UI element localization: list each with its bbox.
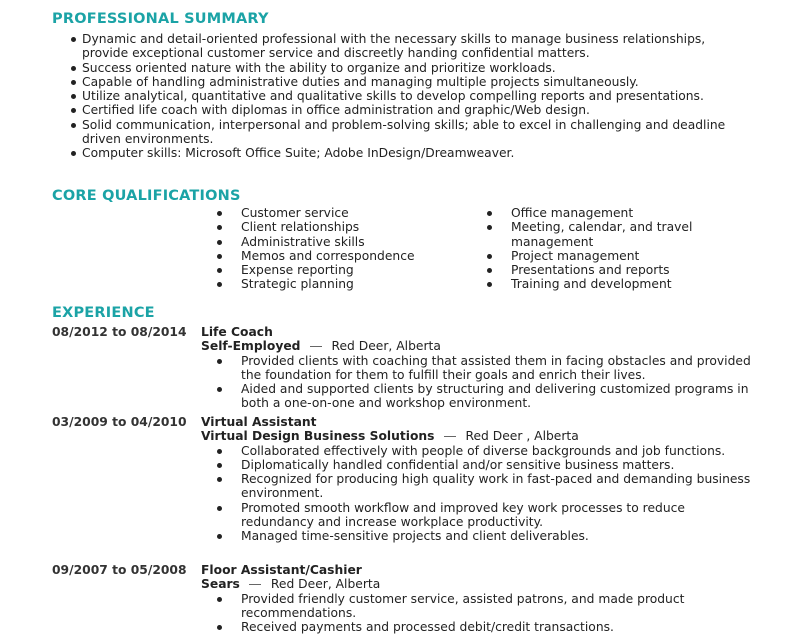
qualification-item: Meeting, calendar, and travel management: [511, 220, 721, 249]
qualifications-right-list: [511, 206, 721, 292]
job-location: Red Deer , Alberta: [465, 429, 579, 444]
job-title: Life Coach: [201, 325, 273, 339]
responsibility-item: Promoted smooth workflow and improved key work processes to reduce redundancy and increase workplace productivity.: [241, 501, 761, 530]
job-location: Red Deer, Alberta: [270, 577, 381, 592]
responsibility-item: Aided and supported clients by structuring and delivering customized programs in both a one-on-one and workshop environment.: [241, 382, 761, 411]
responsibility-item: Diplomatically handled confidential and/or sensitive business matters.: [241, 458, 761, 472]
summary-item: Solid communication, interpersonal and problem-solving skills; able to excel in challenging and deadline driven environments.: [82, 118, 742, 147]
job-company: Virtual Design Business Solutions: [201, 429, 435, 444]
responsibility-item: Received payments and processed debit/credit transactions.: [241, 620, 761, 634]
qualifications-left-list: [241, 206, 461, 292]
summary-item: Utilize analytical, quantitative and qualitative skills to develop compelling reports and presentations.: [82, 89, 742, 103]
qualification-item: Administrative skills: [241, 235, 461, 249]
qualification-item: Office management: [511, 206, 721, 220]
job-dates: 08/2012 to 08/2014: [52, 325, 187, 339]
responsibility-item: Recognized for producing high quality work in fast-paced and demanding business environment.: [241, 472, 761, 501]
qualification-item: Project management: [511, 249, 721, 263]
job-dates: 09/2007 to 05/2008: [52, 563, 187, 577]
qualifications-heading: CORE QUALIFICATIONS: [52, 188, 241, 204]
qualification-item: Training and development: [511, 277, 721, 291]
summary-item: Certified life coach with diplomas in office administration and graphic/Web design.: [82, 103, 742, 117]
dash-separator: [310, 346, 322, 347]
dash-separator: [444, 436, 456, 437]
summary-heading: PROFESSIONAL SUMMARY: [52, 11, 269, 27]
summary-item: Success oriented nature with the ability to organize and prioritize workloads.: [82, 61, 742, 75]
qualification-item: Strategic planning: [241, 277, 461, 291]
qualification-item: Client relationships: [241, 220, 461, 234]
summary-item: Computer skills: Microsoft Office Suite; Adobe InDesign/Dreamweaver.: [82, 146, 742, 160]
responsibility-item: Collaborated effectively with people of diverse backgrounds and job functions.: [241, 444, 761, 458]
job-title: Virtual Assistant: [201, 415, 317, 429]
job-dates: 03/2009 to 04/2010: [52, 415, 187, 429]
job-location: Red Deer, Alberta: [331, 339, 441, 354]
dash-separator: [249, 584, 261, 585]
summary-item: Dynamic and detail-oriented professional with the necessary skills to manage business relationships, provide exceptional customer service and discreetly handing confidential matters.: [82, 32, 742, 61]
job-responsibilities: [241, 444, 761, 544]
job-responsibilities: [241, 354, 761, 411]
job-company: Self-Employed: [201, 339, 301, 354]
experience-heading: EXPERIENCE: [52, 305, 155, 321]
job-responsibilities: [241, 592, 761, 634]
responsibility-item: Managed time-sensitive projects and client deliverables.: [241, 529, 761, 543]
summary-item: Capable of handling administrative duties and managing multiple projects simultaneously.: [82, 75, 742, 89]
qualification-item: Memos and correspondence: [241, 249, 461, 263]
job-title: Floor Assistant/Cashier: [201, 563, 362, 577]
responsibility-item: Provided friendly customer service, assisted patrons, and made product recommendations.: [241, 592, 761, 621]
qualification-item: Presentations and reports: [511, 263, 721, 277]
qualification-item: Expense reporting: [241, 263, 461, 277]
summary-list: [82, 32, 742, 161]
responsibility-item: Provided clients with coaching that assisted them in facing obstacles and provided the foundation for them to fulfill their goals and enrich their lives.: [241, 354, 761, 383]
job-company: Sears: [201, 577, 240, 592]
qualification-item: Customer service: [241, 206, 461, 220]
